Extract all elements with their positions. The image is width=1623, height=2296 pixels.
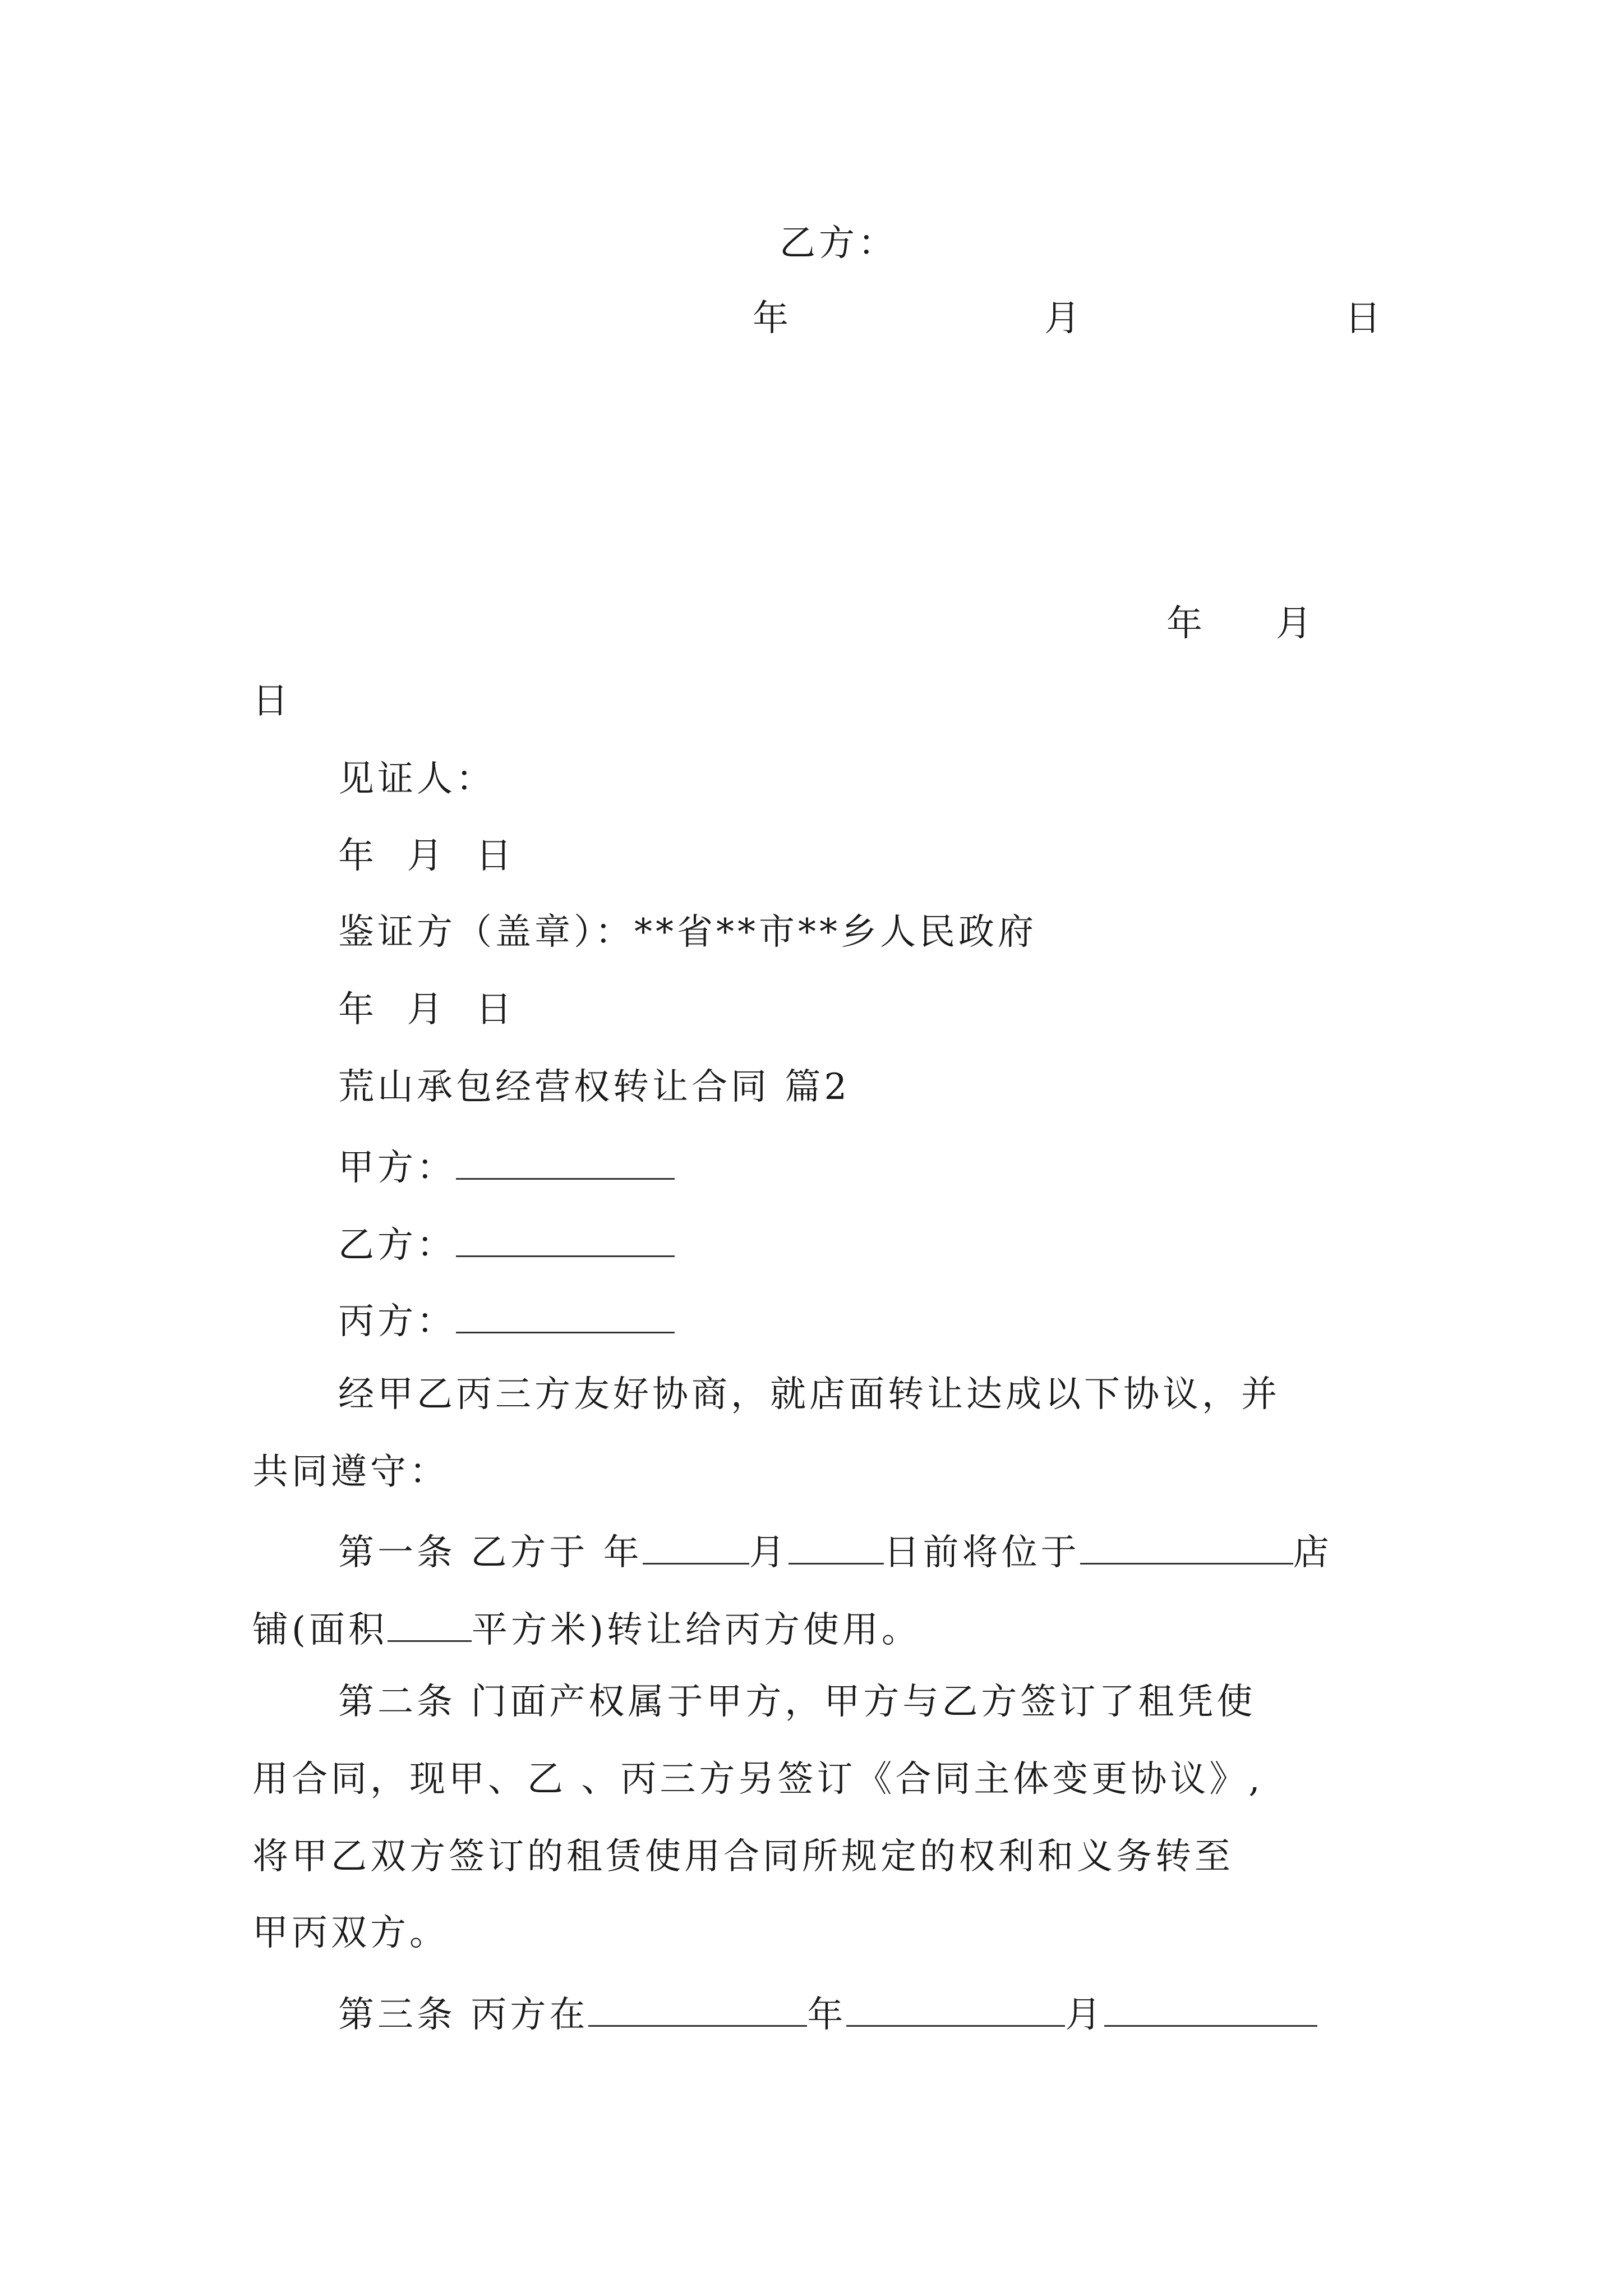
date-day: 日 xyxy=(1345,298,1384,339)
party-c-label: 丙方： xyxy=(338,1301,456,1342)
party-c-line xyxy=(338,1299,675,1340)
authenticator-date: 年 月 日 xyxy=(338,989,515,1030)
date-month: 月 xyxy=(1044,298,1083,339)
article-2-line-1: 第二条 门面产权属于甲方，甲方与乙方签订了租凭使 xyxy=(338,1681,1256,1723)
date-year-2: 年 xyxy=(1166,603,1206,645)
party-c-blank xyxy=(456,1299,675,1333)
contract-title: 荒山承包经营权转让合同 篇2 xyxy=(338,1066,851,1108)
party-b-label: 乙方： xyxy=(780,223,897,264)
party-a-blank xyxy=(456,1145,675,1180)
date-month-2: 月 xyxy=(1276,603,1315,645)
date-day-2: 日 xyxy=(252,680,292,722)
witness-date: 年 月 日 xyxy=(338,835,515,877)
party-a-line xyxy=(338,1145,675,1189)
article-1-line-2: 铺(面积 平方米)转让给丙方使用。 xyxy=(252,1608,921,1648)
article-2-line-2: 用合同，现甲、乙 、丙三方另签订《合同主体变更协议》, xyxy=(252,1759,1264,1800)
article-2-line-3: 将甲乙双方签订的租赁使用合同所规定的权利和义务转至 xyxy=(252,1836,1234,1878)
witness-label: 见证人： xyxy=(338,758,495,800)
party-b-line xyxy=(338,1223,675,1266)
party-b-label-2: 乙方： xyxy=(338,1225,456,1266)
article-1-line-1: 第一条 乙方于 年 月 日前将位于 店 xyxy=(338,1530,1332,1571)
article-3-line-1: 第三条 丙方在 年 月 xyxy=(338,1993,1317,2033)
preamble-line-1: 经甲乙丙三方友好协商，就店面转让达成以下协议，并 xyxy=(338,1374,1280,1415)
date-year: 年 xyxy=(753,298,792,339)
authenticator-line: 鉴证方（盖章）：**省**市**乡人民政府 xyxy=(338,912,1037,953)
party-a-label: 甲方： xyxy=(338,1147,456,1189)
article-2-line-4: 甲丙双方。 xyxy=(252,1912,449,1954)
preamble-line-2: 共同遵守： xyxy=(252,1451,449,1493)
party-b-blank xyxy=(456,1223,675,1257)
